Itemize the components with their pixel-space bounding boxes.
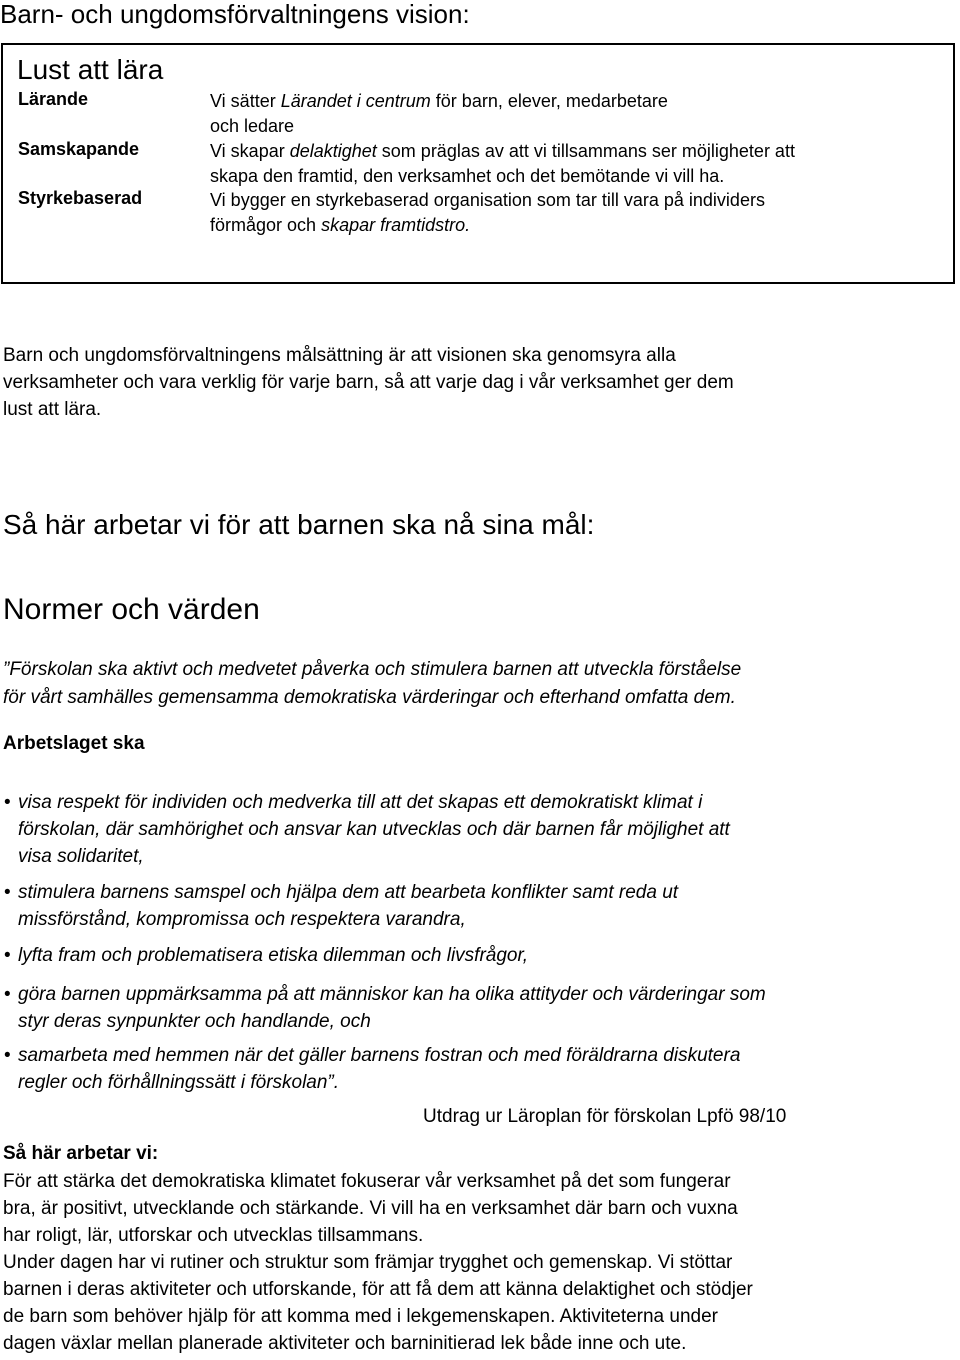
arbetslaget-heading: Arbetslaget ska	[3, 733, 145, 754]
list-item	[4, 942, 953, 969]
list-item-line: styr deras synpunkter och handlande, och	[18, 1011, 371, 1032]
vision-label-larande: Lärande	[18, 89, 89, 109]
bullet-icon: •	[4, 792, 11, 813]
vision-label-samskapande: Samskapande	[18, 139, 140, 159]
list-item	[4, 789, 953, 870]
list-item-line: förskolan, där samhörighet och ansvar kan utvecklas och där barnen får möjlighet att	[18, 819, 730, 840]
bullet-icon: •	[4, 882, 11, 903]
work-line: de barn som behöver hjälp för att komma med i lekgemenskapen. Aktiviteterna under	[3, 1306, 718, 1327]
list-item	[4, 1042, 953, 1096]
work-line: bra, är positivt, utvecklande och stärkande. Vi vill ha en verksamhet där barn och vuxna	[3, 1198, 738, 1219]
bullet-icon: •	[4, 1045, 11, 1066]
section-heading: Så här arbetar vi för att barnen ska nå sina mål:	[3, 509, 595, 540]
vision-text-line: Vi skapar delaktighet som präglas av att vi tillsammans ser möjligheter att	[210, 141, 795, 161]
vision-text-line: Vi bygger en styrkebaserad organisation som tar till vara på individers	[210, 190, 765, 210]
list-item-line: regler och förhållningssätt i förskolan”.	[18, 1072, 340, 1093]
vision-text-styrkebaserad	[210, 188, 930, 238]
list-item-line: göra barnen uppmärksamma på att människor kan ha olika attityder och värderingar som	[18, 984, 766, 1005]
list-item-line: missförstånd, kompromissa och respektera varandra,	[18, 909, 466, 930]
work-heading: Så här arbetar vi:	[3, 1143, 159, 1164]
list-item-line: visa solidaritet,	[18, 846, 144, 867]
citation: Utdrag ur Läroplan för förskolan Lpfö 98/10	[423, 1106, 787, 1127]
subsection-heading: Normer och värden	[3, 593, 260, 626]
work-line: dagen växlar mellan planerade aktiviteter och barninitierad lek både inne och ute.	[3, 1333, 687, 1354]
list-item-line: lyfta fram och problematisera etiska dilemman och livsfrågor,	[18, 945, 529, 966]
vision-text-line: förmågor och skapar framtidstro.	[210, 215, 471, 235]
work-line: barnen i deras aktiviteter och utforskande, för att få dem att känna delaktighet och stödjer	[3, 1279, 753, 1300]
work-line: För att stärka det demokratiska klimatet fokuserar vår verksamhet på det som fungerar	[3, 1171, 731, 1192]
quote-line: ”Förskolan ska aktivt och medvetet påverka och stimulera barnen att utveckla förståelse	[3, 659, 742, 680]
goal-line: verksamheter och vara verklig för varje barn, så att varje dag i vår verksamhet ger dem	[3, 372, 734, 393]
bullet-icon: •	[4, 945, 11, 966]
work-line: Under dagen har vi rutiner och struktur som främjar trygghet och gemenskap. Vi stöttar	[3, 1252, 733, 1273]
list-item-line: visa respekt för individen och medverka till att det skapas ett demokratiskt klimat i	[18, 792, 703, 813]
list-item	[4, 879, 953, 933]
list-item	[4, 981, 953, 1035]
bullet-icon: •	[4, 984, 11, 1005]
goal-line: Barn och ungdomsförvaltningens målsättning är att visionen ska genomsyra alla	[3, 345, 676, 366]
vision-text-samskapande	[210, 139, 930, 189]
vision-label-styrkebaserad: Styrkebaserad	[18, 188, 143, 208]
list-item-line: samarbeta med hemmen när det gäller barnens fostran och med föräldrarna diskutera	[18, 1045, 741, 1066]
vision-text-line: skapa den framtid, den verksamhet och det bemötande vi vill ha.	[210, 166, 725, 186]
work-paragraph	[3, 1168, 953, 1357]
work-line: har roligt, lär, utforskar och utvecklas tillsammans.	[3, 1225, 424, 1246]
vision-text-line: och ledare	[210, 116, 295, 136]
list-item-line: stimulera barnens samspel och hjälpa dem att bearbeta konflikter samt reda ut	[18, 882, 679, 903]
curriculum-quote	[3, 656, 953, 712]
vision-heading: Lust att lära	[17, 54, 164, 85]
vision-text-larande	[210, 89, 930, 139]
quote-line: för vårt samhälles gemensamma demokratiska värderingar och efterhand omfatta dem.	[3, 687, 736, 708]
page-title: Barn- och ungdomsförvaltningens vision:	[0, 0, 470, 29]
goal-paragraph	[3, 342, 953, 423]
goal-line: lust att lära.	[3, 399, 102, 420]
vision-text-line: Vi sätter Lärandet i centrum för barn, elever, medarbetare	[210, 91, 668, 111]
